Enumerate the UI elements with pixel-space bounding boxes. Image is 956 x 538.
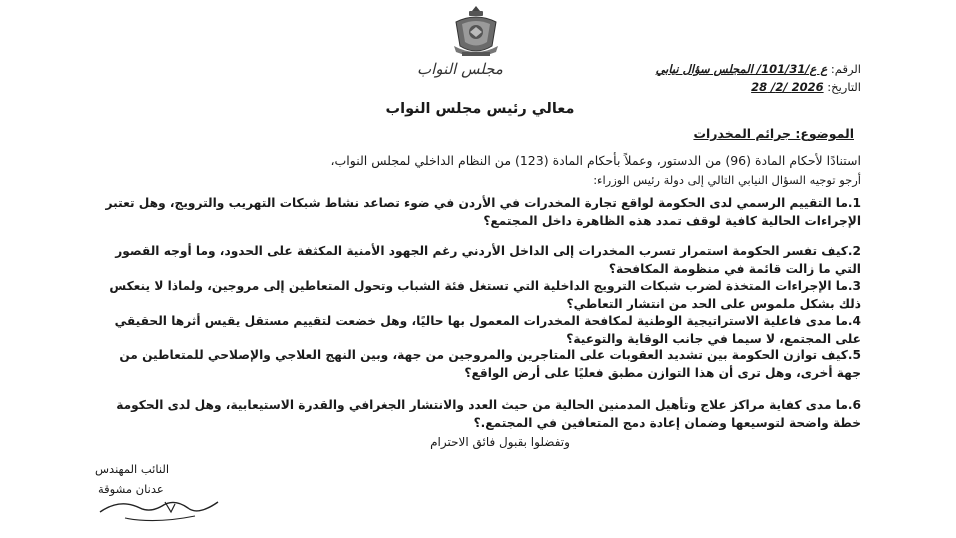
house-name-calligraphy: مجلس النواب <box>417 60 503 78</box>
closing-salutation: وتفضلوا بقبول فائق الاحترام <box>430 435 570 449</box>
reference-line <box>656 62 861 76</box>
request-paragraph: أرجو توجيه السؤال النيابي التالي إلى دولة رئيس الوزراء: <box>593 173 861 187</box>
question-6: 6.ما مدى كفاية مراكز علاج وتأهيل المدمنين الحالية من حيث العدد والانتشار الجغرافي والقدرة الاستيعابية، وهل لدى الحكومة خطة واضحة لتوسيعها وضمان إعادة دمج المتعافين في المجتمع.؟ <box>116 398 861 430</box>
legal-basis-paragraph: استنادًا لأحكام المادة (96) من الدستور، وعملاً بأحكام المادة (123) من النظام الداخلي لمجلس النواب، <box>330 153 861 168</box>
question-3: 3.ما الإجراءات المتخذة لضرب شبكات الترويج الداخلية التي تستغل فئة الشباب وتحول المتعاطين إلى مروجين، ولماذا لا ينعكس ذلك بشكل ملموس على الحد من انتشار التعاطي؟ <box>109 279 861 311</box>
date-label: التاريخ: <box>823 80 861 94</box>
question-4: 4.ما مدى فاعلية الاستراتيجية الوطنية لمكافحة المخدرات المعمول بها حاليًا، وهل خضعت لتقييم مستقل يقيس أثرها الحقيقي على المجتمع، لا سيما في جانب الوقاية والتوعية؟ <box>114 314 861 346</box>
date-line <box>751 80 861 94</box>
coat-of-arms-emblem <box>448 2 504 60</box>
question-5: 5.كيف توازن الحكومة بين تشديد العقوبات على المتاجرين والمروجين من جهة، وبين النهج العلاجي والإصلاحي للمتعاطين من جهة أخرى، وهل ترى أن هذا التوازن مطبق فعليًا على أرض الواقع؟ <box>119 348 861 380</box>
signatory-title: النائب المهندس <box>95 462 170 476</box>
signatory-name: عدنان مشوقة <box>98 482 164 496</box>
handwritten-signature <box>95 490 245 524</box>
addressee: معالي رئيس مجلس النواب <box>385 101 575 117</box>
reference-number: ع ع/101/31/ المجلس سؤال نيابي <box>655 62 828 76</box>
subject-line: الموضوع: جرائم المخدرات <box>693 126 854 141</box>
reference-label: الرقم: <box>827 62 861 76</box>
question-2: 2.كيف تفسر الحكومة استمرار تسرب المخدرات إلى الداخل الأردني رغم الجهود الأمنية المكثفة على الحدود، وما أوجه القصور التي ما زالت قائمة في منظومة المكافحة؟ <box>115 244 861 276</box>
date-value: 2026 /2/ 28 <box>751 80 824 94</box>
question-1: 1.ما التقييم الرسمي لدى الحكومة لواقع تجارة المخدرات في الأردن في ضوء تصاعد نشاط شبكات التهريب والترويج، وهل تعتبر الإجراءات الحالية كافية لوقف تمدد هذه الظاهرة داخل المجتمع؟ <box>105 196 861 228</box>
